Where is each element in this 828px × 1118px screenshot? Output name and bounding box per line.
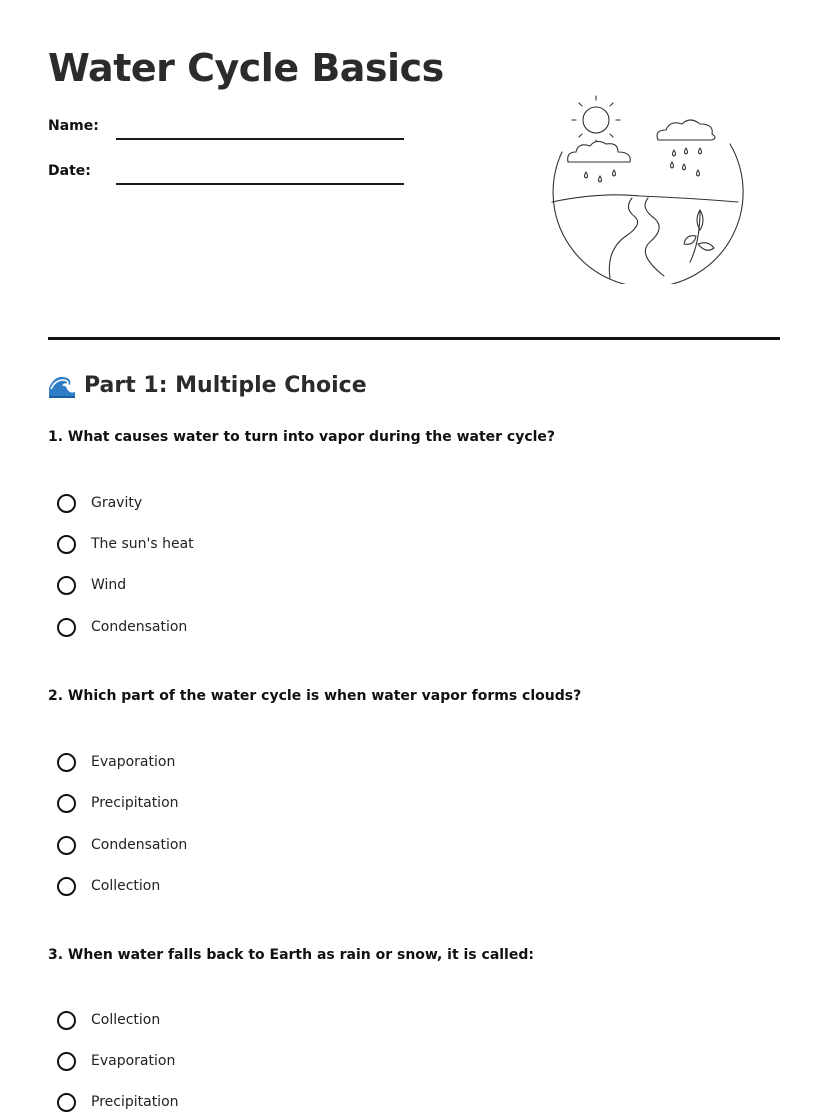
option-q3-evaporation[interactable]	[57, 1048, 175, 1074]
option-q2-evaporation[interactable]	[57, 749, 175, 775]
option-label: Precipitation	[91, 795, 179, 811]
section-title: Part 1: Multiple Choice	[84, 372, 367, 398]
option-label: Precipitation	[91, 1094, 179, 1110]
option-label: Evaporation	[91, 1053, 176, 1069]
date-label: Date:	[48, 163, 91, 179]
option-q1-gravity[interactable]	[57, 490, 142, 516]
radio-button[interactable]	[57, 494, 76, 513]
page-title: Water Cycle Basics	[48, 46, 444, 90]
radio-button[interactable]	[57, 1093, 76, 1112]
river-icon	[609, 198, 664, 278]
water-cycle-illustration	[540, 92, 750, 284]
option-q2-precipitation[interactable]	[57, 790, 179, 816]
option-q1-suns-heat[interactable]	[57, 531, 194, 557]
option-q1-condensation[interactable]	[57, 614, 187, 640]
name-label: Name:	[48, 118, 99, 134]
section-heading	[48, 372, 367, 398]
sun-icon	[572, 96, 620, 144]
option-label: Collection	[91, 878, 161, 894]
option-label: Condensation	[91, 837, 188, 853]
question-2: 2. Which part of the water cycle is when water vapor forms clouds?	[48, 688, 582, 704]
wave-icon	[48, 372, 76, 398]
radio-button[interactable]	[57, 618, 76, 637]
radio-button[interactable]	[57, 576, 76, 595]
section-divider	[48, 337, 780, 340]
radio-button[interactable]	[57, 1052, 76, 1071]
radio-button[interactable]	[57, 877, 76, 896]
cloud-icon	[568, 141, 631, 162]
option-label: Condensation	[91, 619, 188, 635]
option-label: Gravity	[91, 495, 143, 511]
name-field[interactable]	[116, 138, 404, 140]
rain-drops-icon	[585, 170, 616, 182]
question-1: 1. What causes water to turn into vapor during the water cycle?	[48, 429, 556, 445]
option-label: The sun's heat	[91, 536, 194, 552]
rain-cloud-icon	[657, 120, 715, 140]
radio-button[interactable]	[57, 753, 76, 772]
option-q2-condensation[interactable]	[57, 832, 187, 858]
radio-button[interactable]	[57, 794, 76, 813]
option-q2-collection[interactable]	[57, 873, 160, 899]
plant-icon	[684, 210, 714, 262]
option-label: Evaporation	[91, 754, 176, 770]
option-label: Collection	[91, 1012, 161, 1028]
option-q3-precipitation[interactable]	[57, 1089, 179, 1115]
radio-button[interactable]	[57, 535, 76, 554]
date-field[interactable]	[116, 183, 404, 185]
radio-button[interactable]	[57, 1011, 76, 1030]
option-label: Wind	[91, 577, 127, 593]
question-3: 3. When water falls back to Earth as rain or snow, it is called:	[48, 947, 534, 963]
radio-button[interactable]	[57, 836, 76, 855]
option-q1-wind[interactable]	[57, 572, 126, 598]
option-q3-collection[interactable]	[57, 1007, 160, 1033]
rain-drops-icon	[671, 148, 702, 176]
